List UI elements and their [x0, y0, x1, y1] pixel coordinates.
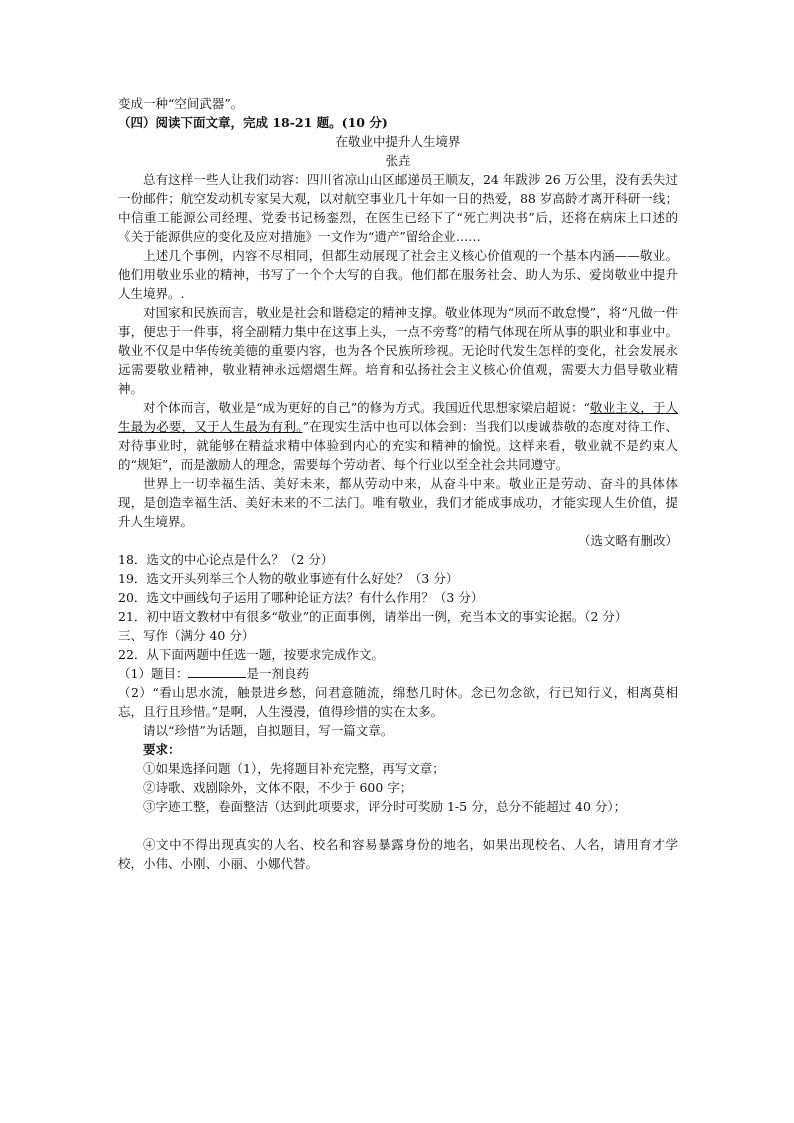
- writing-heading: 三、写作（满分 40 分）: [118, 628, 255, 643]
- requirement-1: ①如果选择问题（1），先将题目补充完整，再写文章；: [143, 761, 445, 776]
- requirement-2: ②诗歌、戏剧除外，文体不限，不少于 600 字；: [143, 780, 413, 795]
- question-19: 19．选文开头列举三个人物的敬业事迹有什么好处？（3 分）: [118, 571, 459, 586]
- paragraph-4-rest: ”在现实生活中也可以体会到：当我们以虔诚恭敬的态度对待工作、对待事业时，就能够在精益求精中体验到内心的充实和精神的愉悦。这样来看，敬业就不是约束人的“规矩”，而是激励人的理念，需要每个劳动者、每个行业以至全社会共同遵守。: [118, 419, 678, 472]
- writing-option-2-task: 请以“珍惜”为话题，自拟题目，写一篇文章。: [143, 723, 394, 738]
- writing-option-2: （2）“看山思水流，触景进乡愁，问君意随流，绵愁几时休。念已勿念欲，行已知行义，相离莫相忘，且行且珍惜。”是啊，人生漫漫，值得珍惜的实在太多。: [118, 685, 678, 719]
- title-blank: [188, 664, 246, 678]
- requirements-label: 要求：: [143, 742, 181, 757]
- question-20: 20．选文中画线句子运用了哪种论证方法？有什么作用？（3 分）: [118, 590, 484, 605]
- article-paragraph-1: 总有这样一些人让我们动容：四川省凉山山区邮递员王顺友，24 年跋涉 26 万公里，没有丢失过一份邮件；航空发动机专家吴大观，以对航空事业几十年如一日的热爱，88 岁高龄才离开科研一线；中信重工能源公司经理、党委书记杨銮烈，在医生已经下了“死亡判决书”后，还将在病床上口述的《关于能源供应的变化及应对措施》一文作为“遗产”留给企业……: [118, 172, 678, 244]
- section-heading: （四）阅读下面文章，完成 18-21 题。(10 分): [118, 115, 388, 130]
- spacer: [118, 816, 678, 835]
- article-paragraph-5: 世界上一切幸福生活、美好未来，都从劳动中来，从奋斗中来。敬业正是劳动、奋斗的具体体现，是创造幸福生活、美好未来的不二法门。唯有敬业，我们才能成事成功，才能实现人生价值，提升人生境界。: [118, 476, 678, 529]
- question-21: 21．初中语文教材中有很多“敬业”的正面事例，请举出一例，充当本文的事实论据。（2 分）: [118, 609, 628, 624]
- option-1-prefix: （1）题目：: [118, 666, 189, 681]
- writing-option-1: [118, 664, 678, 683]
- paragraph-4-lead: 对个体而言，敬业是“成为更好的自己”的修为方式。我国近代思想家梁启超说：“: [143, 400, 590, 415]
- question-18: 18．选文的中心论点是什么？（2 分）: [118, 552, 334, 567]
- requirement-4: ④文中不得出现真实的人名、校名和容易暴露身份的地名，如果出现校名、人名，请用育才学校，小伟、小刚、小丽、小娜代替。: [118, 837, 678, 871]
- document-page: [118, 94, 678, 873]
- underlined-sentence: 敬业主义，于人生最为必要，又于人生最为有利。: [118, 400, 678, 434]
- source-note: （选文略有删改）: [577, 533, 678, 548]
- question-22: 22．从下面两题中任选一题，按要求完成作文。: [118, 647, 384, 662]
- article-paragraph-3: 对国家和民族而言，敬业是社会和谐稳定的精神支撑。敬业体现为“夙而不敢怠慢”，将“凡做一件事，便忠于一件事，将全副精力集中在这事上头，一点不旁骛”的精气体现在所从事的职业和事业中。敬业不仅是中华传统美德的重要内容，也为各个民族所珍视。无论时代发生怎样的变化，社会发展永远需要敬业精神，敬业精神永远熠熠生辉。培育和弘扬社会主义核心价值观，需要大力倡导敬业精神。: [118, 305, 678, 396]
- requirement-3: ③字迹工整，卷面整洁（达到此项要求，评分时可奖励 1-5 分，总分不能超过 40 分）；: [143, 799, 627, 814]
- option-1-suffix: 是一剂良药: [246, 666, 309, 681]
- article-title: 在敬业中提升人生境界: [335, 134, 461, 149]
- article-paragraph-2: 上述几个事例，内容不尽相同，但都生动展现了社会主义核心价值观的一个基本内涵——敬业。他们用敬业乐业的精神，书写了一个个大写的自我。他们都在服务社会、助人为乐、爱岗敬业中提升人生境界。.: [118, 248, 678, 301]
- article-author: 张垚: [385, 153, 411, 168]
- top-line: 变成一种“空间武器”。: [118, 96, 244, 111]
- article-paragraph-4: [118, 398, 678, 474]
